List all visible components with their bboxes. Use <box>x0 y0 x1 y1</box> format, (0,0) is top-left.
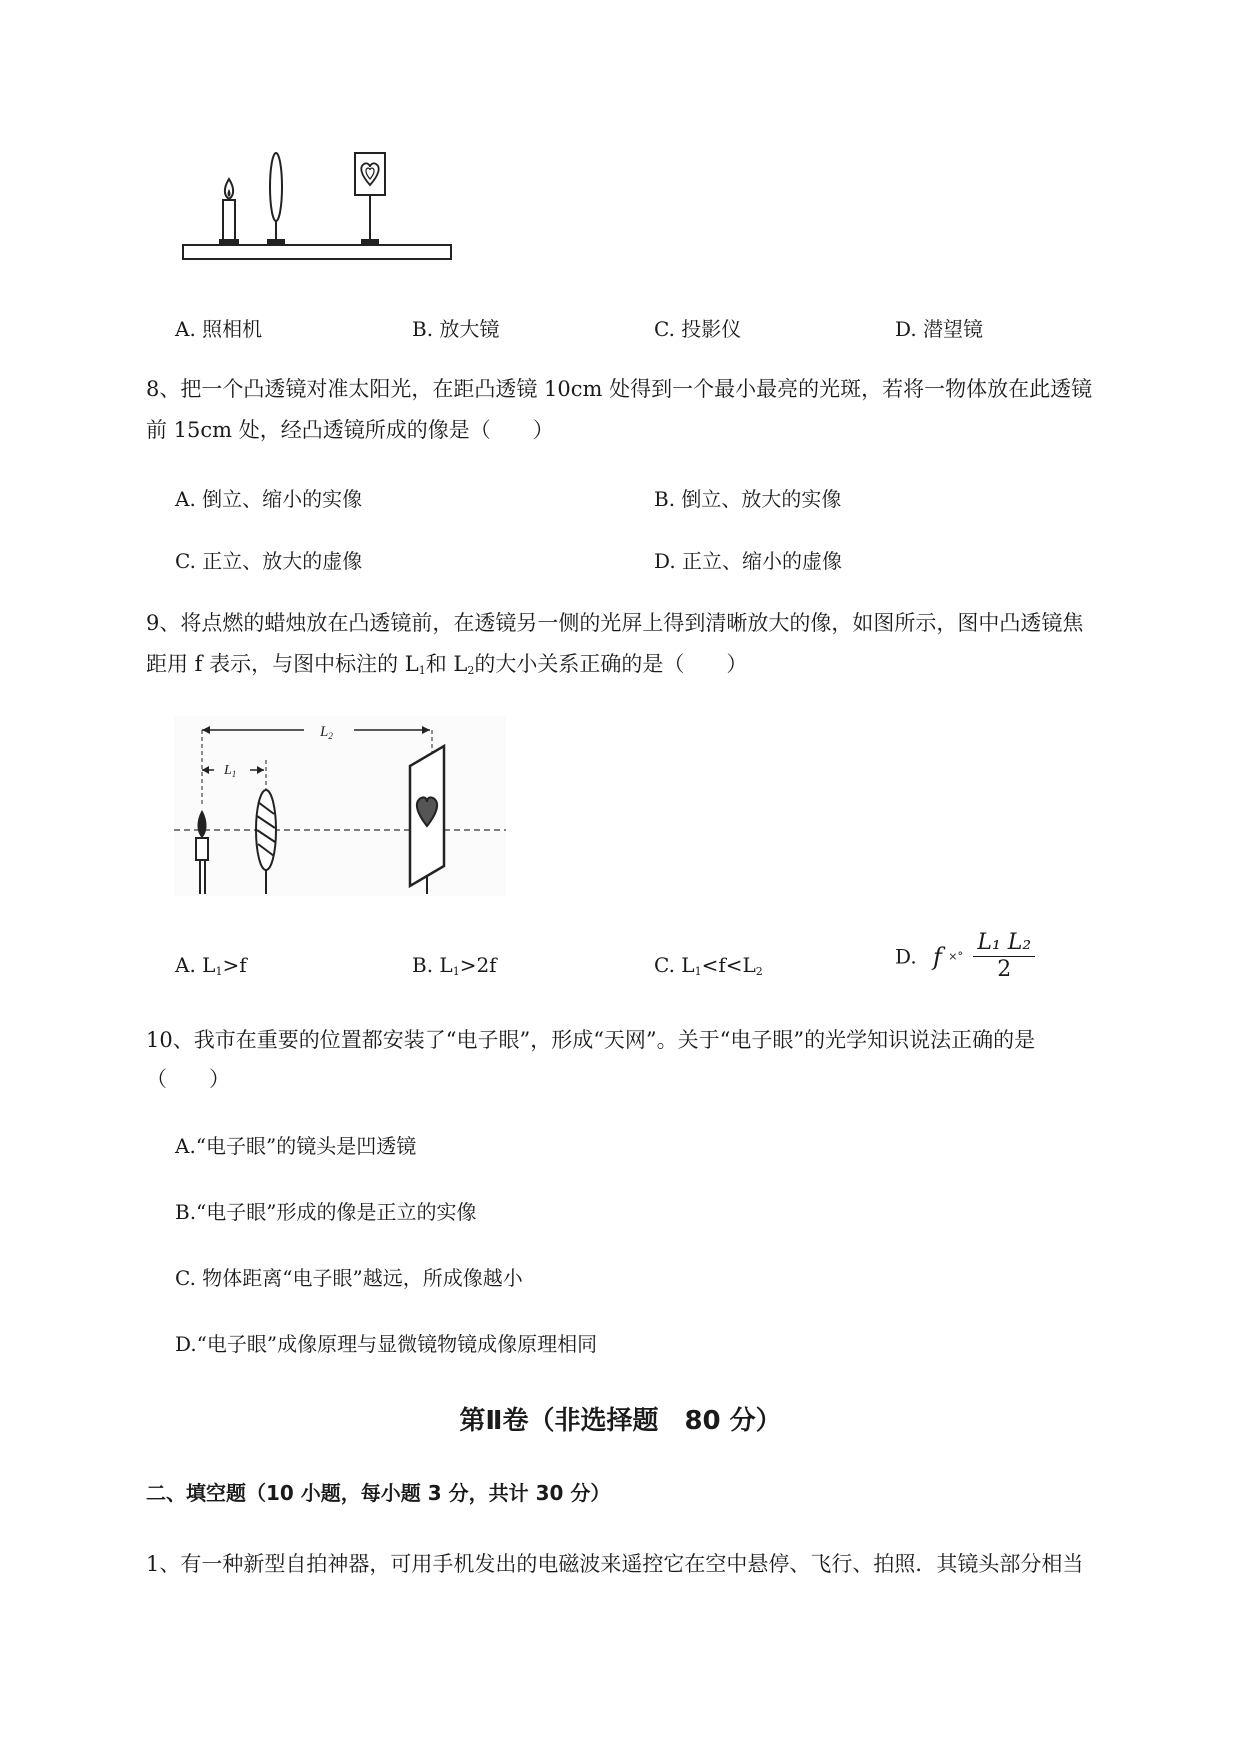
lens-distance-figure <box>174 716 506 896</box>
q10-option-d[interactable]: D.“电子眼”成像原理与显微镜物镜成像原理相同 <box>175 1332 598 1356</box>
q9-option-d[interactable]: D. f ×° $\frac{\text{L₁ L₂}}{2}$ <box>895 930 1035 983</box>
q8-stem-line2: 前 15cm 处，经凸透镜所成的像是（ ） <box>146 418 554 442</box>
part2-section-heading: 二、填空题（10 小题，每小题 3 分，共计 30 分） <box>146 1481 611 1505</box>
part2-title: 第Ⅱ卷（非选择题 80 分） <box>459 1406 782 1436</box>
screen-icon <box>355 153 385 245</box>
q10-option-b[interactable]: B.“电子眼”形成的像是正立的实像 <box>175 1200 477 1224</box>
label-L1: $L_1$ <box>224 763 237 779</box>
part2-q1-line1: 1、有一种新型自拍神器，可用手机发出的电磁波来遥控它在空中悬停、飞行、拍照．其镜头部分相当 <box>146 1552 1084 1576</box>
q8-option-c[interactable]: C. 正立、放大的虚像 <box>175 549 363 573</box>
q8-option-b[interactable]: B. 倒立、放大的实像 <box>654 487 842 511</box>
q10-stem-line2: （ ） <box>146 1067 230 1091</box>
optical-bench-figure <box>175 145 455 265</box>
lens-icon <box>267 153 285 245</box>
q10-stem-line1: 10、我市在重要的位置都安装了“电子眼”，形成“天网”。关于“电子眼”的光学知识说法正确的是 <box>146 1028 1036 1052</box>
q10-option-a[interactable]: A.“电子眼”的镜头是凹透镜 <box>175 1134 417 1158</box>
q8-option-a[interactable]: A. 倒立、缩小的实像 <box>175 487 363 511</box>
q9-option-b[interactable]: B. $L_1>2f$ <box>412 953 497 978</box>
candle-icon <box>219 179 239 245</box>
q10-option-c[interactable]: C. 物体距离“电子眼”越远，所成像越小 <box>175 1266 523 1290</box>
q7-option-a[interactable]: A. 照相机 <box>175 317 263 341</box>
q7-option-d[interactable]: D. 潜望镜 <box>895 317 984 341</box>
q9-stem-line2: 距用 f 表示，与图中标注的 $L_1$和 $L_2$的大小关系正确的是（ ） <box>146 652 748 677</box>
q7-option-c[interactable]: C. 投影仪 <box>654 317 742 341</box>
q8-option-d[interactable]: D. 正立、缩小的虚像 <box>654 549 843 573</box>
q9-option-c[interactable]: C. $L_1<f<L_2$ <box>654 953 763 978</box>
q9-stem-line1: 9、将点燃的蜡烛放在凸透镜前，在透镜另一侧的光屏上得到清晰放大的像，如图所示，图中凸透镜焦 <box>146 611 1084 635</box>
label-L2: $L_2$ <box>320 724 333 741</box>
q9-option-a[interactable]: A. $L_1>f$ <box>175 953 247 978</box>
q8-stem-line1: 8、把一个凸透镜对准太阳光，在距凸透镜 10cm 处得到一个最小最亮的光斑，若将一物体放在此透镜 <box>146 377 1093 401</box>
q7-option-b[interactable]: B. 放大镜 <box>412 317 500 341</box>
bench-rail <box>183 245 451 259</box>
